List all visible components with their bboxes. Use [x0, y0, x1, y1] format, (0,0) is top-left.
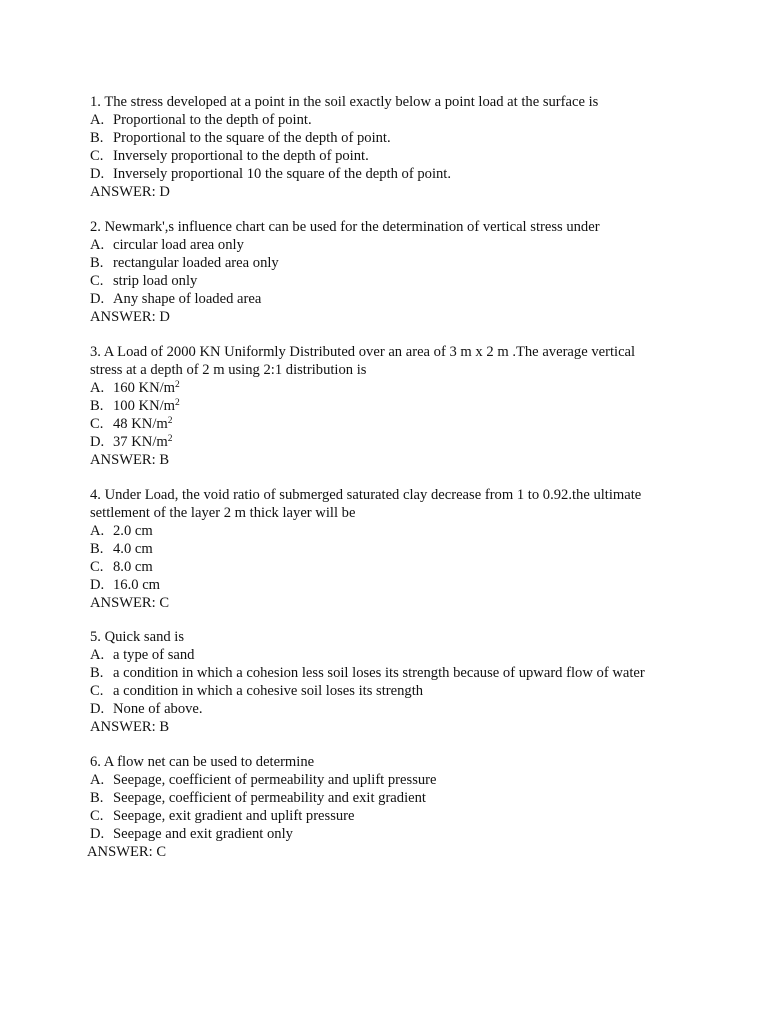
- option-b: [90, 789, 426, 807]
- answer-line: ANSWER: B: [90, 719, 170, 735]
- option-label: A.: [90, 647, 105, 663]
- option-b: [90, 664, 645, 682]
- option-b: [90, 397, 180, 415]
- option-d: [90, 825, 293, 843]
- option-text: 37 KN/m: [113, 434, 168, 450]
- superscript: 2: [175, 380, 180, 390]
- option-label: C.: [90, 148, 104, 164]
- question-stem-continued: stress at a depth of 2 m using 2:1 distribution is: [90, 362, 367, 378]
- option-text: Seepage, exit gradient and uplift pressure: [113, 808, 355, 824]
- superscript: 2: [167, 434, 173, 444]
- option-label: B.: [90, 398, 104, 414]
- answer-line: ANSWER: B: [90, 452, 170, 468]
- option-d: [90, 290, 261, 308]
- option-text: 4.0 cm: [113, 541, 153, 557]
- option-text: Any shape of loaded area: [113, 291, 262, 307]
- option-text: None of above.: [113, 701, 203, 717]
- option-text: a condition in which a cohesive soil loses its strength: [113, 683, 424, 699]
- option-text: Proportional to the square of the depth of point.: [113, 130, 391, 146]
- option-text: 160 KN/m: [113, 380, 176, 396]
- option-d: [90, 576, 160, 594]
- answer-line: ANSWER: D: [90, 309, 170, 325]
- question-stem: 3. A Load of 2000 KN Uniformly Distributed over an area of 3 m x 2 m .The average vertical: [90, 344, 636, 360]
- option-text: circular load area only: [113, 237, 244, 253]
- option-c: [90, 415, 172, 433]
- option-label: D.: [90, 577, 105, 593]
- option-text: 2.0 cm: [113, 523, 153, 539]
- option-label: B.: [90, 130, 104, 146]
- option-b: [90, 129, 391, 147]
- option-label: D.: [90, 826, 105, 842]
- option-label: D.: [90, 166, 105, 182]
- option-label: B.: [90, 790, 104, 806]
- superscript: 2: [167, 416, 173, 426]
- question-stem: 6. A flow net can be used to determine: [90, 754, 315, 770]
- option-c: [90, 807, 355, 825]
- question-stem: 2. Newmark',s influence chart can be used for the determination of vertical stress under: [90, 219, 600, 235]
- option-text: 8.0 cm: [113, 559, 153, 575]
- option-b: [90, 540, 153, 558]
- option-a: [90, 771, 437, 789]
- option-text: Proportional to the depth of point.: [113, 112, 312, 128]
- option-label: B.: [90, 541, 104, 557]
- option-c: [90, 272, 197, 290]
- option-a: [90, 111, 312, 129]
- option-label: D.: [90, 701, 105, 717]
- option-d: [90, 433, 172, 451]
- option-c: [90, 147, 369, 165]
- option-c: [90, 682, 423, 700]
- option-text: 48 KN/m: [113, 416, 168, 432]
- question-stem: 5. Quick sand is: [90, 629, 185, 645]
- option-label: C.: [90, 416, 104, 432]
- option-label: D.: [90, 291, 105, 307]
- option-text: 100 KN/m: [113, 398, 176, 414]
- option-a: [90, 646, 194, 664]
- option-a: [90, 379, 180, 397]
- option-a: [90, 236, 244, 254]
- answer-line: ANSWER: D: [90, 184, 170, 200]
- option-label: A.: [90, 380, 105, 396]
- question-stem: 4. Under Load, the void ratio of submerged saturated clay decrease from 1 to 0.92.the ultimate: [90, 487, 642, 503]
- option-c: [90, 558, 153, 576]
- option-label: A.: [90, 772, 105, 788]
- option-d: [90, 700, 203, 718]
- option-text: rectangular loaded area only: [113, 255, 279, 271]
- option-label: B.: [90, 255, 104, 271]
- answer-line: ANSWER: C: [87, 844, 167, 860]
- option-text: Seepage, coefficient of permeability and uplift pressure: [113, 772, 437, 788]
- option-text: a type of sand: [113, 647, 195, 663]
- option-label: B.: [90, 665, 104, 681]
- option-text: Seepage, coefficient of permeability and exit gradient: [113, 790, 426, 806]
- option-label: A.: [90, 523, 105, 539]
- option-label: D.: [90, 434, 105, 450]
- superscript: 2: [175, 398, 180, 408]
- option-label: A.: [90, 112, 105, 128]
- option-label: C.: [90, 808, 104, 824]
- option-label: A.: [90, 237, 105, 253]
- option-label: C.: [90, 683, 104, 699]
- answer-line: ANSWER: C: [90, 595, 170, 611]
- option-label: C.: [90, 273, 104, 289]
- option-b: [90, 254, 279, 272]
- option-label: C.: [90, 559, 104, 575]
- option-text: 16.0 cm: [113, 577, 161, 593]
- option-text: Seepage and exit gradient only: [113, 826, 293, 842]
- option-a: [90, 522, 153, 540]
- question-stem-continued: settlement of the layer 2 m thick layer will be: [90, 505, 356, 521]
- option-text: Inversely proportional to the depth of point.: [113, 148, 369, 164]
- option-text: a condition in which a cohesion less soil loses its strength because of upward flow of water: [113, 665, 645, 681]
- option-text: Inversely proportional 10 the square of the depth of point.: [113, 166, 452, 182]
- option-d: [90, 165, 451, 183]
- option-text: strip load only: [113, 273, 198, 289]
- question-stem: 1. The stress developed at a point in the soil exactly below a point load at the surface is: [90, 94, 599, 110]
